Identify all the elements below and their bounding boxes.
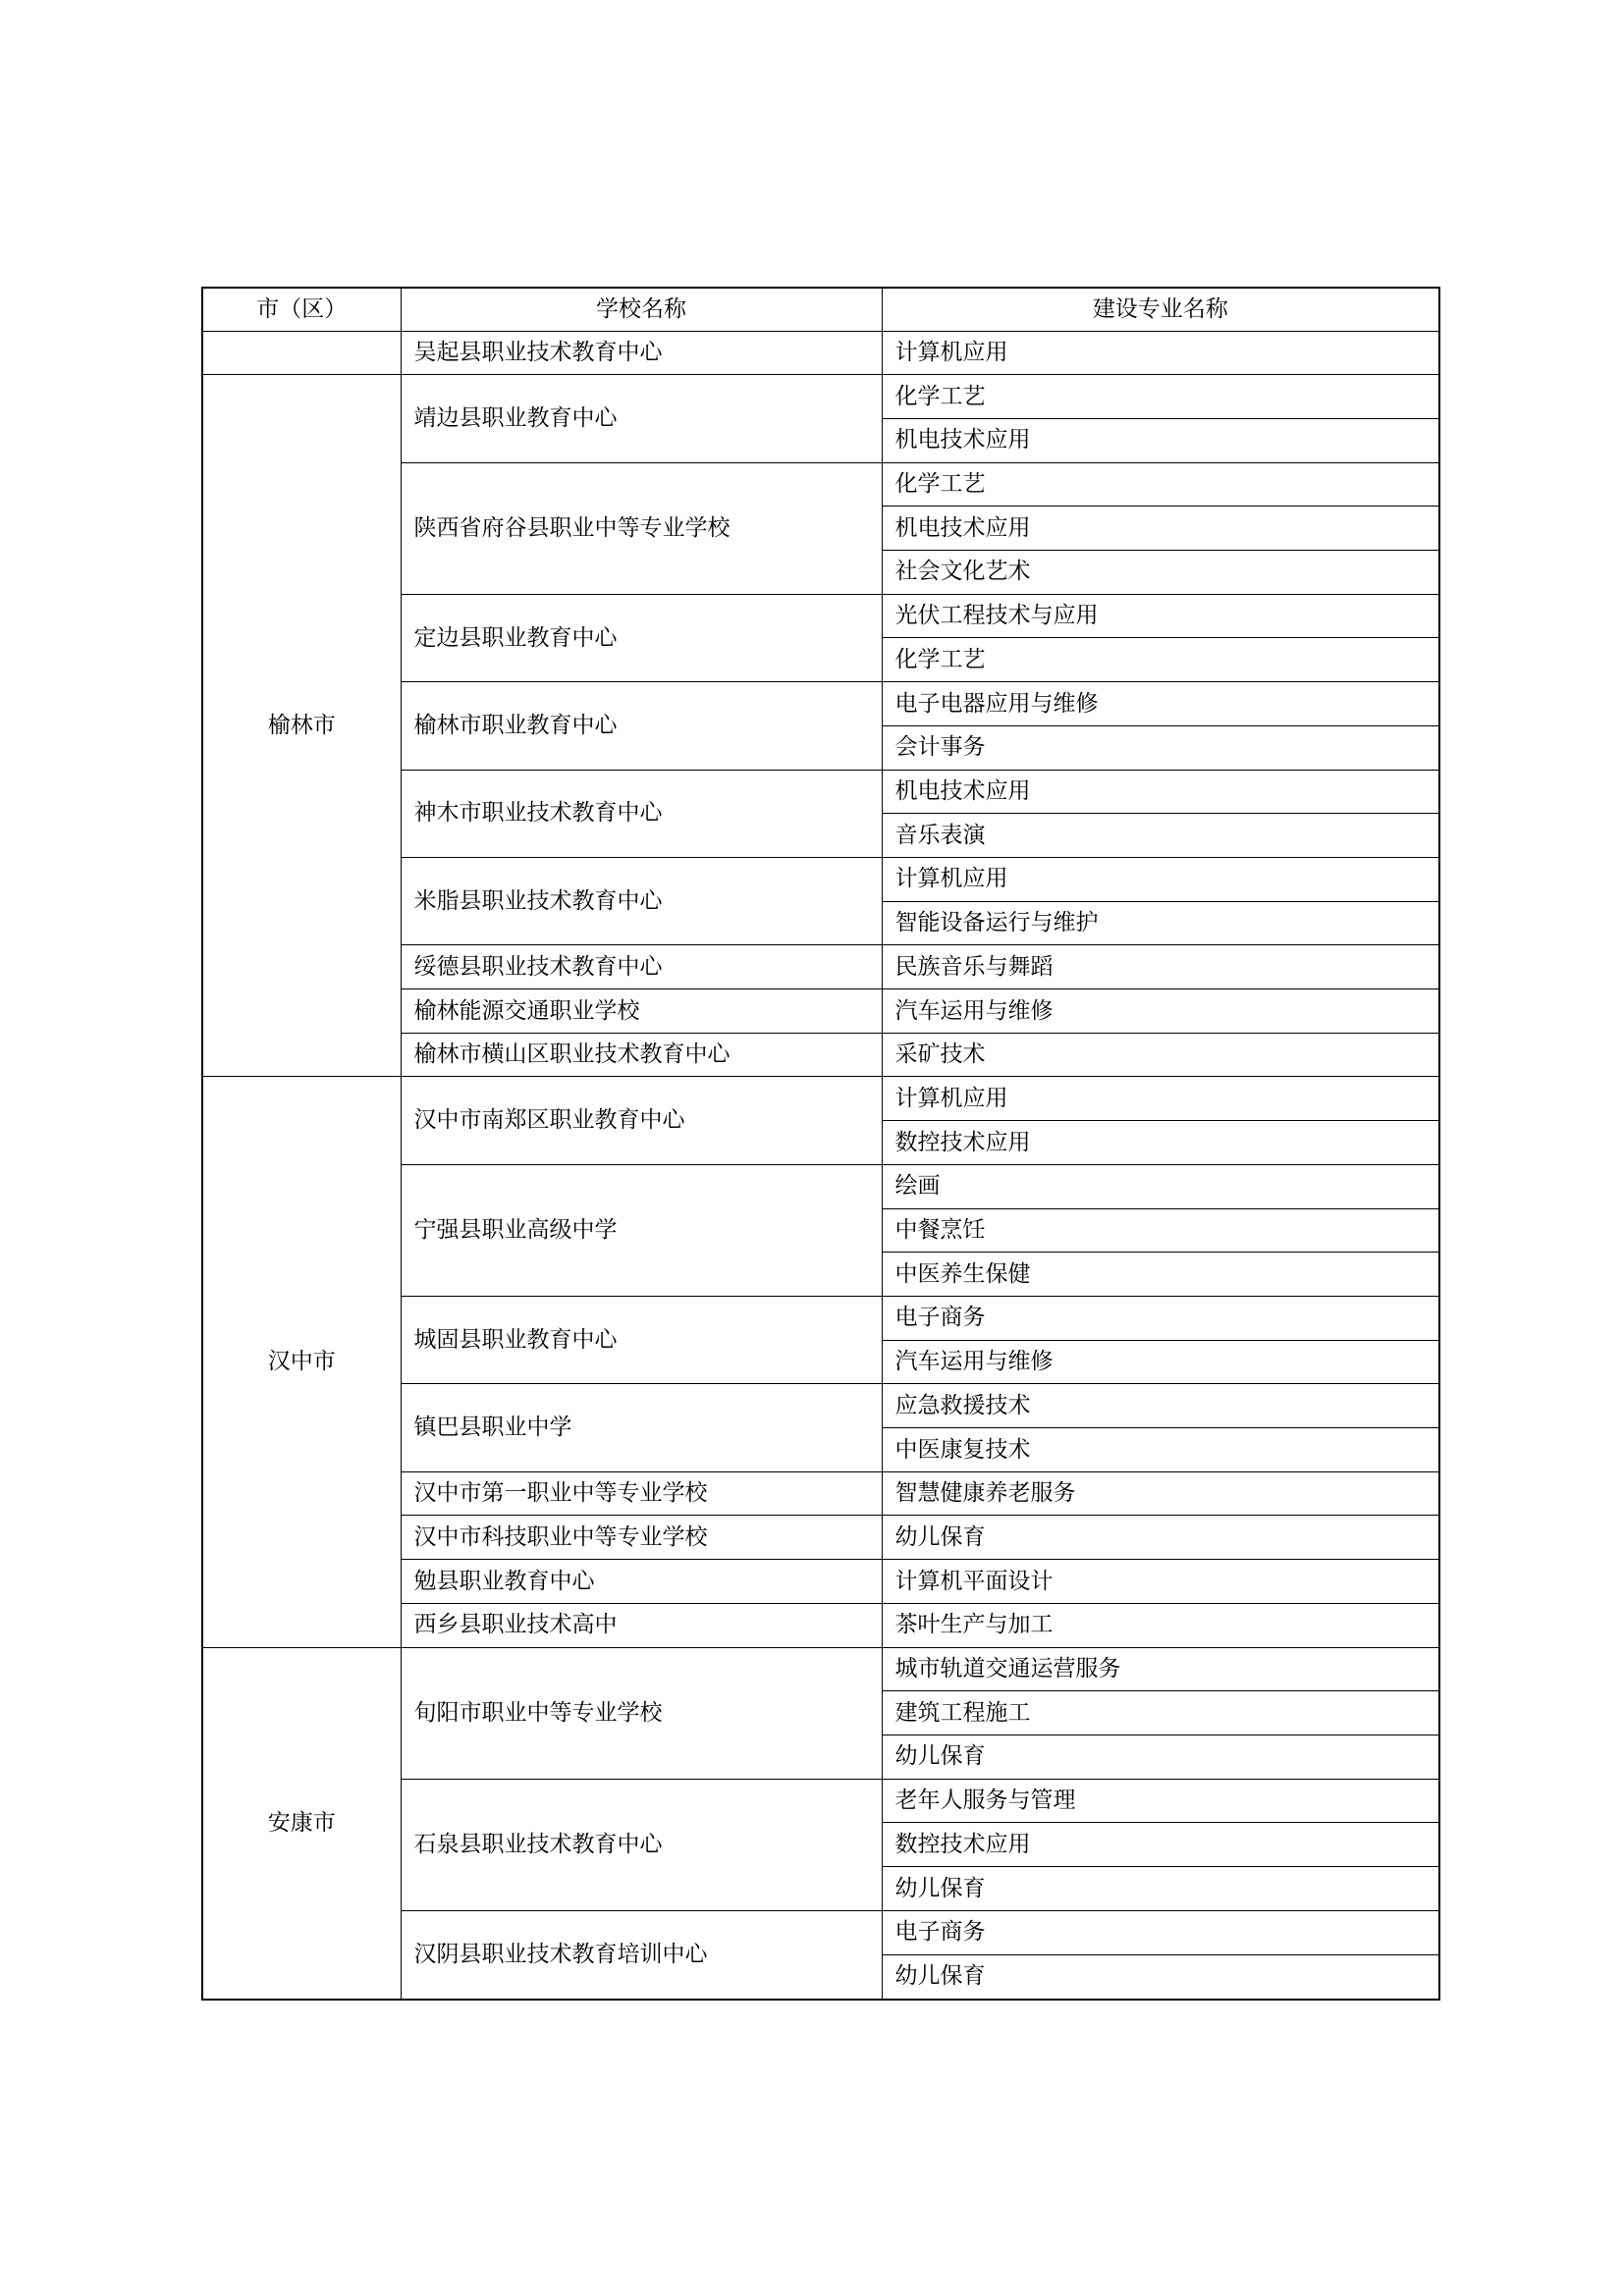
major-cell: 化学工艺	[882, 638, 1439, 682]
school-cell: 勉县职业教育中心	[401, 1560, 882, 1604]
major-cell: 汽车运用与维修	[882, 1340, 1439, 1384]
school-cell: 榆林市横山区职业技术教育中心	[401, 1033, 882, 1077]
major-cell: 汽车运用与维修	[882, 989, 1439, 1034]
major-cell: 幼儿保育	[882, 1735, 1439, 1780]
major-cell: 机电技术应用	[882, 418, 1439, 462]
school-cell: 城固县职业教育中心	[401, 1296, 882, 1383]
major-cell: 幼儿保育	[882, 1867, 1439, 1911]
major-cell: 机电技术应用	[882, 507, 1439, 551]
school-cell: 汉中市第一职业中等专业学校	[401, 1471, 882, 1516]
col-header-city: 市（区）	[202, 288, 401, 331]
school-cell: 陕西省府谷县职业中等专业学校	[401, 462, 882, 594]
school-cell: 宁强县职业高级中学	[401, 1164, 882, 1296]
major-cell: 电子电器应用与维修	[882, 682, 1439, 726]
major-cell: 化学工艺	[882, 375, 1439, 419]
major-cell: 化学工艺	[882, 462, 1439, 507]
major-cell: 绘画	[882, 1164, 1439, 1208]
major-cell: 计算机平面设计	[882, 1560, 1439, 1604]
school-cell: 神木市职业技术教育中心	[401, 770, 882, 857]
header-row	[202, 288, 1439, 331]
major-cell: 中医养生保健	[882, 1253, 1439, 1297]
major-cell: 计算机应用	[882, 331, 1439, 375]
major-cell: 数控技术应用	[882, 1823, 1439, 1867]
col-header-major: 建设专业名称	[882, 288, 1439, 331]
major-cell: 社会文化艺术	[882, 551, 1439, 595]
major-cell: 智能设备运行与维护	[882, 901, 1439, 945]
major-cell: 中医康复技术	[882, 1428, 1439, 1472]
school-cell: 石泉县职业技术教育中心	[401, 1779, 882, 1910]
school-cell: 米脂县职业技术教育中心	[401, 857, 882, 944]
school-cell: 汉阴县职业技术教育培训中心	[401, 1910, 882, 2000]
major-cell: 老年人服务与管理	[882, 1779, 1439, 1823]
major-cell: 计算机应用	[882, 1077, 1439, 1121]
table-row	[202, 1077, 1439, 1121]
table-row	[202, 331, 1439, 375]
school-cell: 绥德县职业技术教育中心	[401, 945, 882, 989]
major-cell: 中餐烹饪	[882, 1208, 1439, 1253]
school-cell: 镇巴县职业中学	[401, 1384, 882, 1471]
school-cell: 汉中市科技职业中等专业学校	[401, 1516, 882, 1560]
school-cell: 西乡县职业技术高中	[401, 1603, 882, 1647]
major-cell: 建筑工程施工	[882, 1691, 1439, 1735]
major-cell: 采矿技术	[882, 1033, 1439, 1077]
table-row	[202, 1647, 1439, 1691]
city-cell: 榆林市	[202, 375, 401, 1077]
table-header	[202, 288, 1439, 331]
major-cell: 音乐表演	[882, 814, 1439, 858]
major-cell: 会计事务	[882, 725, 1439, 770]
major-cell: 幼儿保育	[882, 1516, 1439, 1560]
city-cell: 安康市	[202, 1647, 401, 2000]
school-cell: 榆林能源交通职业学校	[401, 989, 882, 1034]
major-cell: 光伏工程技术与应用	[882, 594, 1439, 638]
school-cell: 靖边县职业教育中心	[401, 375, 882, 462]
school-cell: 榆林市职业教育中心	[401, 682, 882, 770]
major-cell: 城市轨道交通运营服务	[882, 1647, 1439, 1691]
major-cell: 智慧健康养老服务	[882, 1471, 1439, 1516]
school-cell: 吴起县职业技术教育中心	[401, 331, 882, 375]
city-cell	[202, 331, 401, 375]
major-cell: 数控技术应用	[882, 1121, 1439, 1165]
table-body	[202, 331, 1439, 2000]
school-cell: 定边县职业教育中心	[401, 594, 882, 681]
major-cell: 应急救援技术	[882, 1384, 1439, 1428]
major-cell: 幼儿保育	[882, 1954, 1439, 2000]
table-row	[202, 375, 1439, 419]
major-cell: 电子商务	[882, 1296, 1439, 1340]
city-cell: 汉中市	[202, 1077, 401, 1647]
school-cell: 汉中市南郑区职业教育中心	[401, 1077, 882, 1164]
major-cell: 民族音乐与舞蹈	[882, 945, 1439, 989]
major-cell: 电子商务	[882, 1910, 1439, 1954]
col-header-school: 学校名称	[401, 288, 882, 331]
schools-majors-table	[201, 287, 1440, 2001]
school-cell: 旬阳市职业中等专业学校	[401, 1647, 882, 1779]
major-cell: 机电技术应用	[882, 770, 1439, 814]
major-cell: 计算机应用	[882, 857, 1439, 901]
major-cell: 茶叶生产与加工	[882, 1603, 1439, 1647]
